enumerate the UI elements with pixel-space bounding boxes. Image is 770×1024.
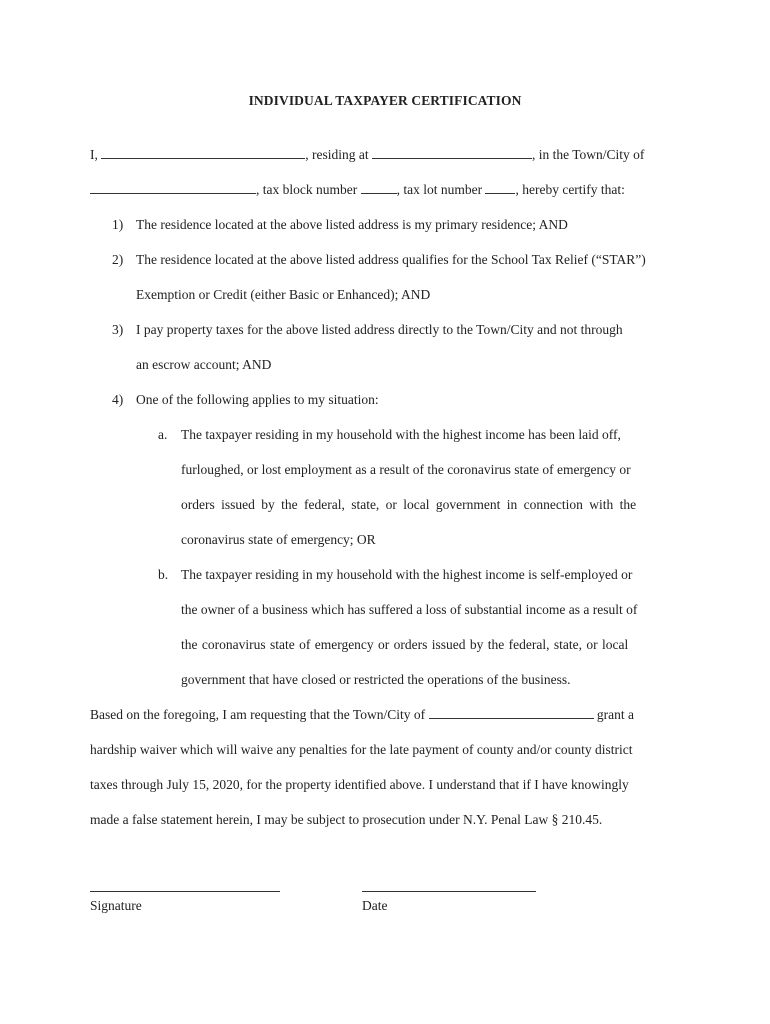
document-title: INDIVIDUAL TAXPAYER CERTIFICATION xyxy=(248,93,522,108)
closing-line-4: made a false statement herein, I may be subject to prosecution under N.Y. Penal Law § 210.45. xyxy=(90,812,603,827)
item-2-number: 2) xyxy=(112,252,124,267)
closing-text-request: Based on the foregoing, I am requesting that the Town/City of xyxy=(90,707,426,722)
item-4-number: 4) xyxy=(112,392,124,407)
intro-text-residing: , residing at xyxy=(305,147,369,162)
address-field[interactable] xyxy=(372,146,532,159)
item-2-text: Exemption or Credit (either Basic or Enhanced); AND xyxy=(136,287,431,302)
item-1-text: The residence located at the above listed address is my primary residence; AND xyxy=(136,217,568,232)
intro-text-lot: , tax lot number xyxy=(396,182,483,197)
item-3-text: an escrow account; AND xyxy=(136,357,272,372)
town-city-field[interactable] xyxy=(90,181,256,194)
waiver-town-city-field[interactable] xyxy=(429,706,594,719)
subitem-a-text: furloughed, or lost employment as a result of the coronavirus state of emergency or xyxy=(181,462,631,477)
item-1-number: 1) xyxy=(112,217,124,232)
tax-block-field[interactable] xyxy=(361,181,397,194)
item-4-text: One of the following applies to my situation: xyxy=(136,392,379,407)
subitem-a-text: The taxpayer residing in my household with the highest income has been laid off, xyxy=(181,427,621,442)
closing-line-1 xyxy=(90,706,634,724)
subitem-a-text: orders issued by the federal, state, or local government in connection with the xyxy=(181,497,637,512)
intro-text-certify: , hereby certify that: xyxy=(515,182,625,197)
intro-text-i: I, xyxy=(90,147,98,162)
signature-line[interactable] xyxy=(90,891,280,892)
subitem-b-label: b. xyxy=(158,567,169,582)
date-label: Date xyxy=(362,898,388,913)
date-line[interactable] xyxy=(362,891,536,892)
intro-text-block: , tax block number xyxy=(256,182,358,197)
subitem-b-text: the coronavirus state of emergency or orders issued by the federal, state, or local xyxy=(181,637,629,652)
subitem-b-text: the owner of a business which has suffered a loss of substantial income as a result of xyxy=(181,602,638,617)
intro-line-2 xyxy=(90,181,625,199)
subitem-b-text: government that have closed or restricted the operations of the business. xyxy=(181,672,571,687)
item-2-text: The residence located at the above listed address qualifies for the School Tax Relief (“STAR”) xyxy=(136,252,646,267)
signature-label: Signature xyxy=(90,898,142,913)
closing-text-grant: grant a xyxy=(596,707,634,722)
closing-line-3: taxes through July 15, 2020, for the property identified above. I understand that if I have knowingly xyxy=(90,777,629,792)
tax-lot-field[interactable] xyxy=(485,181,515,194)
closing-line-2: hardship waiver which will waive any penalties for the late payment of county and/or county district xyxy=(90,742,633,757)
item-3-text: I pay property taxes for the above listed address directly to the Town/City and not through xyxy=(136,322,623,337)
subitem-a-label: a. xyxy=(158,427,168,442)
subitem-b-text: The taxpayer residing in my household with the highest income is self-employed or xyxy=(181,567,633,582)
subitem-a-text: coronavirus state of emergency; OR xyxy=(181,532,376,547)
intro-line-1 xyxy=(90,146,680,164)
name-field[interactable] xyxy=(101,146,305,159)
intro-text-town: , in the Town/City of xyxy=(532,147,645,162)
item-3-number: 3) xyxy=(112,322,124,337)
